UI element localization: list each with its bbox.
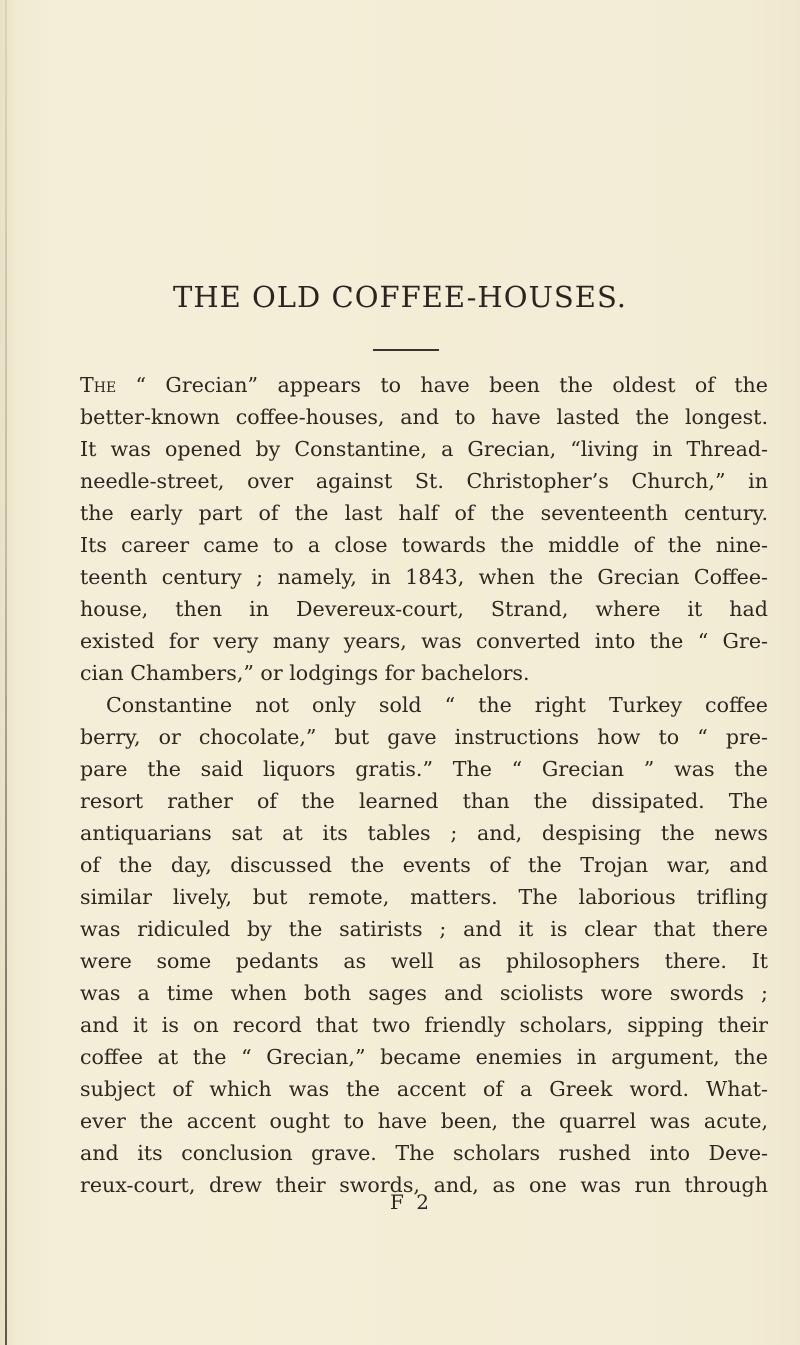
text-line: existed for very many years, was converted into the “ Gre-: [80, 629, 768, 653]
page-gutter-shadow: [5, 0, 7, 1345]
title-rule: [373, 349, 439, 351]
text-line: Its career came to a close towards the middle of the nine-: [80, 533, 768, 557]
text-line: were some pedants as well as philosophers there. It: [80, 949, 768, 973]
text-line: of the day, discussed the events of the Trojan war, and: [80, 853, 768, 877]
text-line: was a time when both sages and sciolists wore swords ;: [80, 981, 768, 1005]
text-line: similar lively, but remote, matters. The laborious trifling: [80, 885, 768, 909]
text-line: reux-court, drew their swords, and, as one was run through: [80, 1173, 768, 1197]
text-line: berry, or chocolate,” but gave instructions how to “ pre-: [80, 725, 768, 749]
chapter-title: THE OLD COFFEE-HOUSES.: [173, 280, 627, 314]
text-line: ever the accent ought to have been, the quarrel was acute,: [80, 1109, 768, 1133]
text-line: antiquarians sat at its tables ; and, despising the news: [80, 821, 768, 845]
text-line: pare the said liquors gratis.” The “ Grecian ” was the: [80, 757, 768, 781]
text-line: house, then in Devereux-court, Strand, where it had: [80, 597, 768, 621]
text-line: and its conclusion grave. The scholars rushed into Deve-: [80, 1141, 768, 1165]
signature-mark: F 2: [390, 1190, 432, 1214]
text-line: teenth century ; namely, in 1843, when the Grecian Coffee-: [80, 565, 768, 589]
text-line: and it is on record that two friendly scholars, sipping their: [80, 1013, 768, 1037]
text-line: the early part of the last half of the seventeenth century.: [80, 501, 768, 525]
text-line: coffee at the “ Grecian,” became enemies in argument, the: [80, 1045, 768, 1069]
text-line: resort rather of the learned than the dissipated. The: [80, 789, 768, 813]
text-line: cian Chambers,” or lodgings for bachelors.: [80, 661, 530, 685]
text-line: Constantine not only sold “ the right Turkey coffee: [106, 693, 768, 717]
text-line: It was opened by Constantine, a Grecian, “living in Thread-: [80, 437, 768, 461]
opening-word: The: [80, 373, 117, 397]
text-line: The “ Grecian” appears to have been the oldest of the: [80, 373, 768, 397]
text-line: needle-street, over against St. Christopher’s Church,” in: [80, 469, 768, 493]
body-text: [80, 369, 768, 1201]
text-line: better-known coffee-houses, and to have lasted the longest.: [80, 405, 768, 429]
text-line: was ridiculed by the satirists ; and it is clear that there: [80, 917, 768, 941]
text-line: subject of which was the accent of a Greek word. What-: [80, 1077, 768, 1101]
